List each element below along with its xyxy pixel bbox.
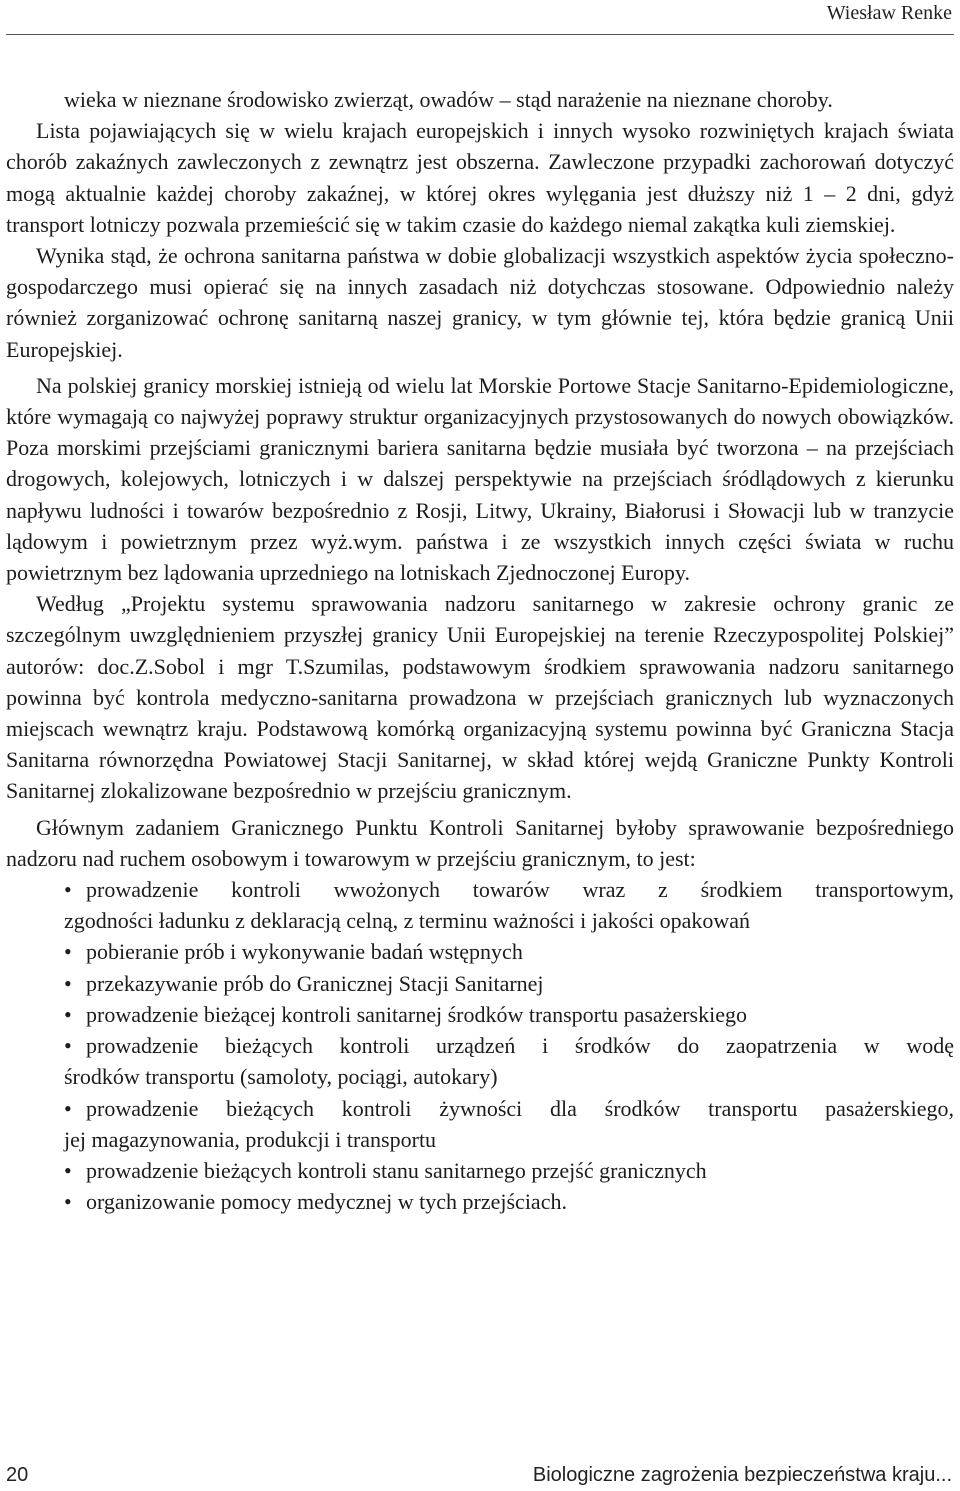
- list-item: • prowadzenie bieżącej kontroli sanitarnej środków transportu pasażerskiego: [6, 999, 954, 1030]
- list-item: • prowadzenie bieżących kontroli stanu sanitarnego przejść granicznych: [6, 1155, 954, 1186]
- list-item-continuation: środków transportu (samoloty, pociągi, autokary): [64, 1064, 498, 1090]
- article-body: [6, 84, 954, 1217]
- list-item: • pobieranie prób i wykonywanie badań wstępnych: [6, 936, 954, 967]
- bullet-icon: •: [64, 1157, 72, 1183]
- list-item: • organizowanie pomocy medycznej w tych przejściach.: [6, 1186, 954, 1217]
- page-number: 20: [6, 1464, 29, 1486]
- task-list: [6, 874, 954, 1217]
- bullet-icon: •: [64, 1033, 72, 1059]
- list-item-continuation: jej magazynowania, produkcji i transportu: [64, 1126, 437, 1152]
- paragraph-continued: wieka w nieznane środowisko zwierząt, owadów – stąd narażenie na nieznane choroby.: [64, 87, 833, 112]
- bullet-icon: •: [64, 939, 72, 965]
- bullet-icon: •: [64, 1001, 72, 1027]
- paragraph: Na polskiej granicy morskiej istnieją od wielu lat Morskie Portowe Stacje Sanitarno-Epidemiologiczne, które wymagają co najwyżej poprawy struktur organizacyjnych przystosowanych do nowych obowiązków. Poza morskimi przejściami granicznymi bariera sanitarna będzie musiała być tworzona – na przejściach drogowych, kolejowych, lotniczych i w dalszej perspektywie na przejściach śródlądowych z kierunku napływu ludności i towarów bezpośrednio z Rosji, Litwy, Ukrainy, Białorusi i Słowacji lub w tranzycie lądowym i powietrznym przez wyż.wym. państwa i ze wszystkich innych części świata w ruchu powietrznym bez lądowania uprzedniego na lotniskach Zjednoczonej Europy.: [6, 372, 954, 586]
- header-divider: [6, 34, 954, 35]
- list-item: • przekazywanie prób do Granicznej Stacji Sanitarnej: [6, 968, 954, 999]
- paragraph: Głównym zadaniem Granicznego Punktu Kontroli Sanitarnej byłoby sprawowanie bezpośredniego nadzoru nad ruchem osobowym i towarowym w przejściu granicznym, to jest:: [6, 814, 954, 871]
- running-header-author: Wiesław Renke: [826, 2, 952, 24]
- bullet-icon: •: [64, 970, 72, 996]
- list-item-continuation: zgodności ładunku z deklaracją celną, z terminu ważności i jakości opakowań: [64, 908, 751, 934]
- paragraph: Lista pojawiających się w wielu krajach europejskich i innych wysoko rozwiniętych krajach świata chorób zakaźnych zawleczonych z zewnątrz jest obszerna. Zawleczone przypadki zachorowań dotyczyć mogą aktualnie każdej choroby zakaźnej, w której okres wylęgania jest dłuższy niż 1 – 2 dni, gdyż transport lotniczy pozwala przemieścić się w takim czasie do każdego niemal zakątka kuli ziemskiej.: [6, 118, 954, 237]
- bullet-icon: •: [64, 1189, 72, 1215]
- list-item: • prowadzenie bieżących kontroli żywności dla środków transportu pasażerskiego,: [6, 1093, 954, 1124]
- paragraph: Wynika stąd, że ochrona sanitarna państwa w dobie globalizacji wszystkich aspektów życia społeczno-gospodarczego musi opierać się na innych zasadach niż dotychczas stosowane. Odpowiednio należy również zorganizować ochronę sanitarną naszej granicy, w tym głównie tej, która będzie granicą Unii Europejskiej.: [6, 243, 954, 362]
- list-item: • prowadzenie kontroli wwożonych towarów wraz z środkiem transportowym,: [6, 874, 954, 905]
- bullet-icon: •: [64, 1095, 72, 1121]
- running-footer-title: Biologiczne zagrożenia bezpieczeństwa kraju...: [532, 1464, 952, 1486]
- paragraph: Według „Projektu systemu sprawowania nadzoru sanitarnego w zakresie ochrony granic ze szczególnym uwzględnieniem przyszłej granicy Unii Europejskiej na terenie Rzeczypospolitej Polskiej” autorów: doc.Z.Sobol i mgr T.Szumilas, podstawowym środkiem sprawowania nadzoru sanitarnego powinna być kontrola medyczno-sanitarna prowadzona w przejściach granicznych lub wyznaczonych miejscach wewnątrz kraju. Podstawową komórką organizacyjną systemu powinna być Graniczna Stacja Sanitarna równorzędna Powiatowej Stacji Sanitarnej, w skład której wejdą Graniczne Punkty Kontroli Sanitarnej zlokalizowane bezpośrednio w przejściu granicznym.: [6, 591, 954, 804]
- bullet-icon: •: [64, 877, 72, 903]
- list-item: • prowadzenie bieżących kontroli urządzeń i środków do zaopatrzenia w wodę: [6, 1030, 954, 1061]
